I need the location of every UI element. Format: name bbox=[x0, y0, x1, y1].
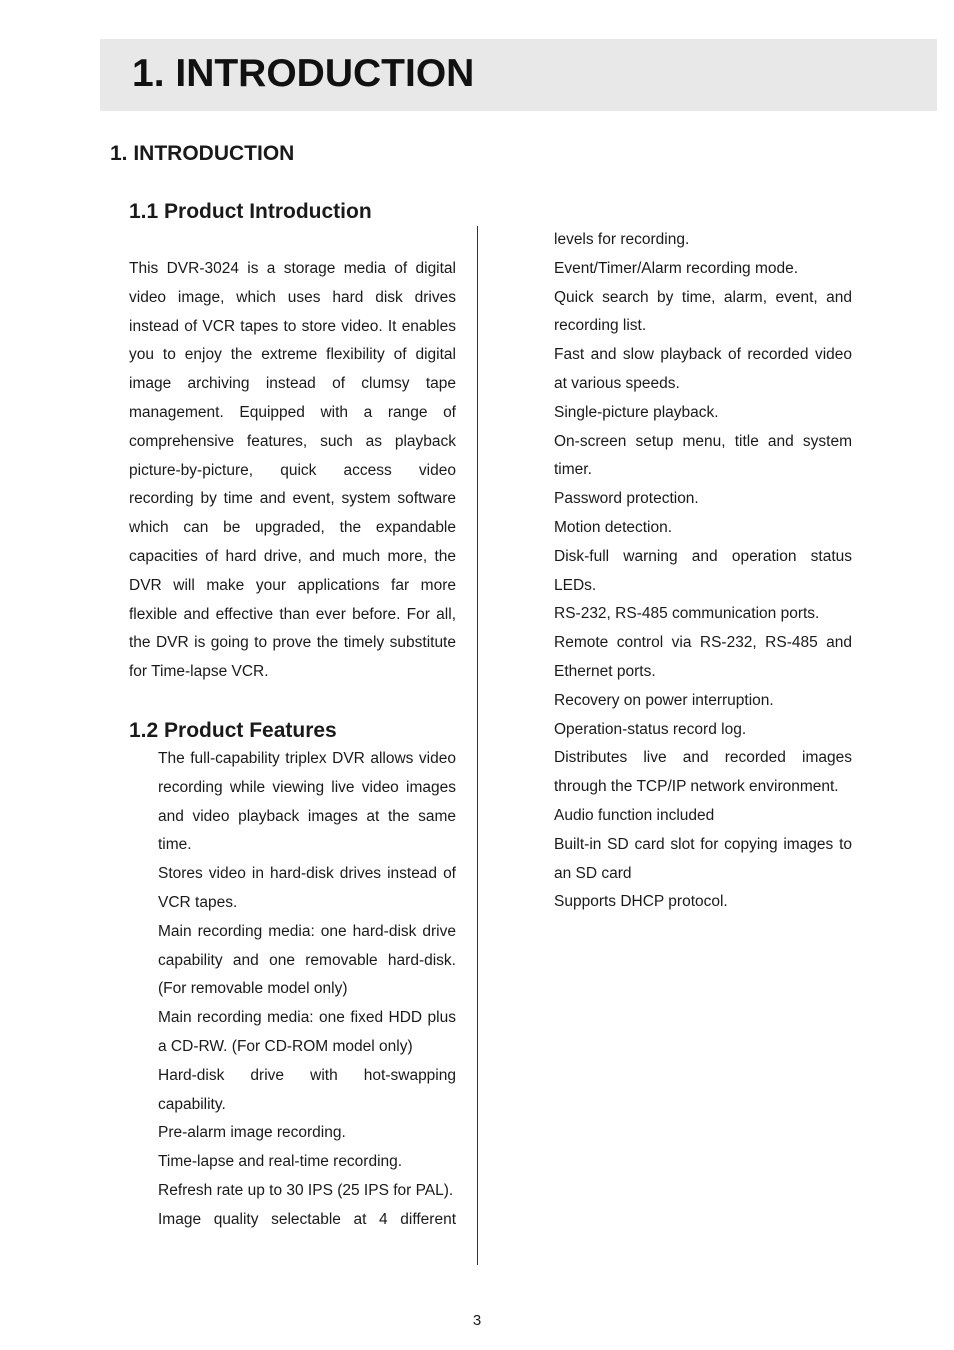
feature-item: Main recording media: one hard-disk drive capability and one removable hard-disk. (For removable model only) bbox=[158, 922, 456, 998]
feature-item: Main recording media: one fixed HDD plus a CD-RW. (For CD-ROM model only) bbox=[158, 1009, 456, 1055]
feature-item: Pre-alarm image recording. bbox=[158, 1124, 346, 1142]
feature-item: Password protection. bbox=[554, 490, 699, 508]
feature-item: Disk-full warning and operation status LEDs. bbox=[554, 547, 852, 594]
product-features-heading: 1.2 Product Features bbox=[129, 719, 337, 742]
product-introduction-paragraph: This DVR-3024 is a storage media of digital video image, which uses hard disk drives instead of VCR tapes to store video. It enables you to enjoy the extreme flexibility of digital image archiving instead of clumsy tape management. Equipped with a range of comprehensive features, such as playback picture-by-picture, quick access video recording by time and event, system software which can be upgraded, the expandable capacities of hard drive, and much more, the DVR will make your applications far more flexible and effective than ever before. For all, the DVR is going to prove the timely substitute for Time-lapse VCR. bbox=[129, 260, 456, 681]
feature-item: Fast and slow playback of recorded video at various speeds. bbox=[554, 346, 852, 392]
feature-item: Motion detection. bbox=[554, 518, 673, 536]
feature-item: Time-lapse and real-time recording. bbox=[158, 1153, 403, 1171]
section-title: 1. INTRODUCTION bbox=[110, 142, 295, 165]
feature-item: Refresh rate up to 30 IPS (25 IPS for PAL). bbox=[158, 1181, 454, 1199]
feature-item: Event/Timer/Alarm recording mode. bbox=[554, 259, 799, 277]
feature-item: Audio function included bbox=[554, 806, 715, 824]
column-divider bbox=[477, 226, 478, 1265]
feature-item: Distributes live and recorded images through the TCP/IP network environment. bbox=[554, 749, 852, 796]
feature-item: Operation-status record log. bbox=[554, 720, 747, 738]
feature-item: Stores video in hard-disk drives instead of VCR tapes. bbox=[158, 865, 456, 911]
features-list-left bbox=[158, 745, 456, 1235]
feature-item: Recovery on power interruption. bbox=[554, 691, 774, 709]
feature-item: Remote control via RS-232, RS-485 and Ethernet ports. bbox=[554, 634, 852, 680]
chapter-title: 1. INTRODUCTION bbox=[132, 52, 475, 95]
feature-item: Built-in SD card slot for copying images to an SD card bbox=[554, 835, 852, 882]
feature-item: levels for recording. bbox=[554, 231, 690, 248]
feature-item: Supports DHCP protocol. bbox=[554, 893, 728, 911]
feature-item: Image quality selectable at 4 different bbox=[158, 1210, 456, 1228]
feature-item: On-screen setup menu, title and system timer. bbox=[554, 432, 852, 479]
feature-item: The full-capability triplex DVR allows video recording while viewing live video images and video playback images at the same time. bbox=[158, 750, 456, 854]
feature-item: Hard-disk drive with hot-swapping capability. bbox=[158, 1066, 456, 1113]
feature-item: Single-picture playback. bbox=[554, 403, 719, 421]
product-introduction-heading: 1.1 Product Introduction bbox=[129, 200, 372, 223]
feature-item: Quick search by time, alarm, event, and recording list. bbox=[554, 288, 852, 335]
features-list-right bbox=[554, 226, 852, 917]
chapter-banner bbox=[100, 39, 937, 111]
page-number: 3 bbox=[472, 1312, 482, 1329]
feature-item: RS-232, RS-485 communication ports. bbox=[554, 605, 820, 623]
